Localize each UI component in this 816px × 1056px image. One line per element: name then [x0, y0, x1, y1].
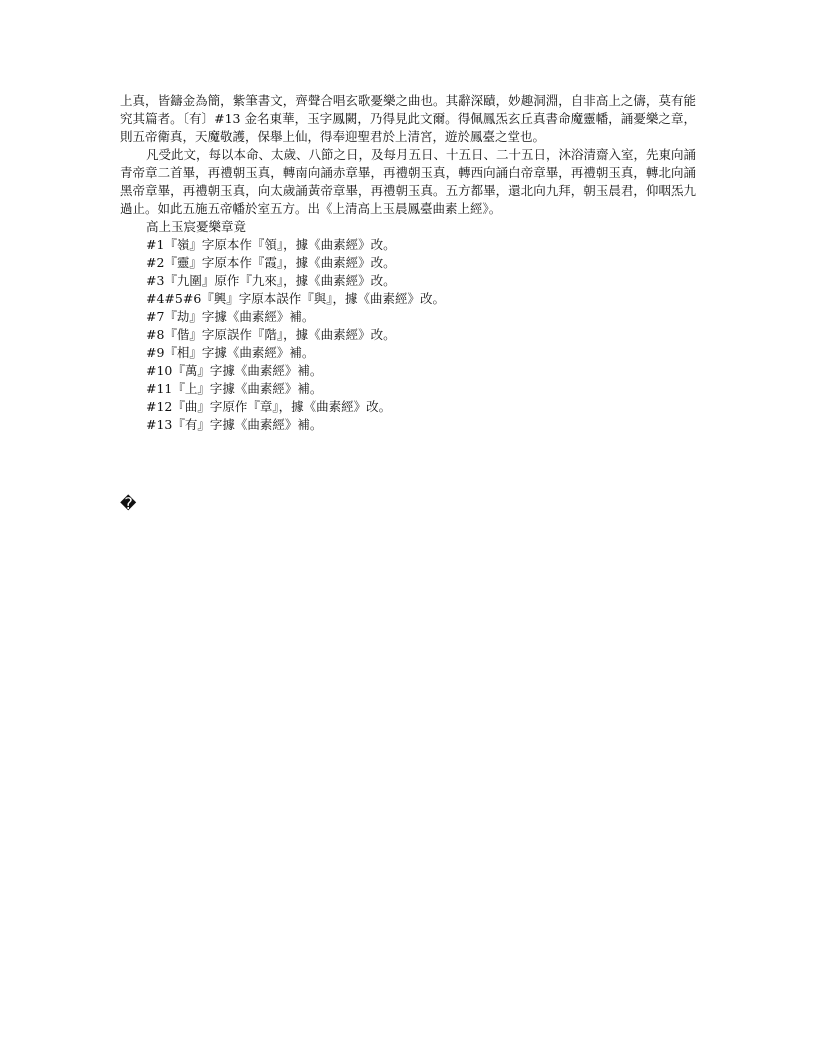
- footnote-item: #12『曲』字原作『章』，據《曲素經》改。: [146, 399, 392, 414]
- replacement-character: �: [120, 494, 137, 513]
- footnote-list: [120, 236, 696, 434]
- footnote-item: #9『相』字據《曲素經》補。: [146, 345, 315, 360]
- footnote-item: #10『萬』字據《曲素經》補。: [146, 363, 323, 378]
- paragraph-1: 上真，皆鑄金為簡，紫筆書文，齊聲合唱玄歌憂樂之曲也。其辭深賾，妙趣洞淵，自非高上之儔，莫有能究其篇者。〔有〕#13 金名東華，玉字鳳闕，乃得見此文爾。得佩鳳炁玄丘真書命魔靈幡，誦憂樂之章，則五帝衛真，天魔敬護，保舉上仙，得奉迎聖君於上清宮，遊於鳳臺之堂也。: [120, 93, 696, 144]
- footnote-item: #3『九圍』原作『九來』，據《曲素經》改。: [146, 273, 396, 288]
- footnote-item: #2『靈』字原本作『霞』，據《曲素經》改。: [146, 255, 396, 270]
- footnote-item: #13『有』字據《曲素經》補。: [146, 417, 323, 432]
- paragraph-2: 凡受此文，每以本命、太歲、八節之日，及每月五日、十五日、二十五日，沐浴清齋入室，先東向誦青帝章二首畢，再禮朝玉真，轉南向誦赤章畢，再禮朝玉真，轉西向誦白帝章畢，再禮朝玉真，轉北向誦黑帝章畢，再禮朝玉真，向太歲誦黃帝章畢，再禮朝玉真。五方都畢，還北向九拜，朝玉晨君，仰咽炁九過止。如此五施五帝幡於室五方。出《上清高上玉晨鳳臺曲素上經》。: [120, 147, 697, 216]
- footnote-item: #8『偕』字原誤作『階』，據《曲素經》改。: [146, 327, 396, 342]
- document-page: [120, 92, 696, 434]
- footnote-item: #4#5#6『興』字原本誤作『與』，據《曲素經》改。: [146, 291, 446, 306]
- footnote-item: #7『劫』字據《曲素經》補。: [146, 309, 315, 324]
- footnote-item: #1『嶺』字原本作『領』，據《曲素經》改。: [146, 237, 396, 252]
- chapter-end-line: 高上玉宸憂樂章竟: [146, 219, 247, 234]
- footnote-item: #11『上』字據《曲素經》補。: [146, 381, 323, 396]
